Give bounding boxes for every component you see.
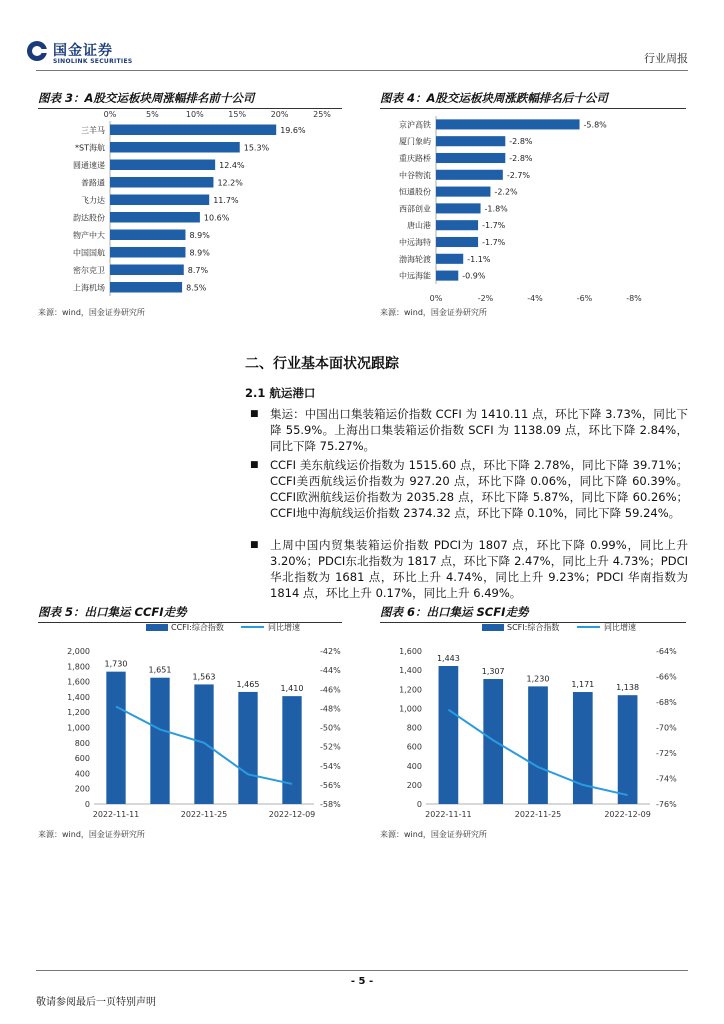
x-tick-label: 2022-11-25 — [514, 810, 562, 819]
data-label: -2.8% — [509, 154, 533, 163]
x-tick-label: 0% — [429, 294, 443, 303]
category-label: 密尔克卫 — [73, 265, 105, 275]
data-label: -1.7% — [482, 221, 506, 231]
x-tick-label: -6% — [576, 294, 593, 303]
y-left-tick-label: 600 — [74, 754, 90, 764]
report-type: 行业周报 — [644, 52, 688, 65]
data-label: -1.8% — [484, 204, 508, 214]
x-tick-label: 10% — [185, 110, 204, 119]
bar — [436, 237, 478, 247]
y-left-tick-label: 1,800 — [67, 662, 90, 672]
legend-bar-label: SCFI:综合指数 — [507, 623, 560, 632]
category-label: 韵达股份 — [73, 213, 105, 223]
data-label: 8.9% — [189, 248, 210, 258]
bar — [439, 666, 459, 804]
fig5-source: 来源：wind，国金证券研究所 — [38, 830, 145, 839]
data-label: 1,307 — [481, 667, 505, 677]
data-label: -0.9% — [462, 271, 486, 281]
bar — [436, 271, 458, 281]
category-label: 中远海特 — [399, 238, 431, 247]
bar — [483, 679, 503, 804]
bar — [110, 247, 185, 258]
y-left-tick-label: 800 — [406, 723, 422, 733]
x-tick-label: 2022-12-09 — [604, 810, 651, 819]
x-tick-label: 0% — [103, 110, 117, 119]
subsection-title: 2.1 航运港口 — [245, 386, 316, 400]
x-tick-label: 2022-11-11 — [425, 810, 472, 819]
data-label: 1,230 — [526, 674, 550, 684]
data-label: -1.7% — [482, 238, 506, 247]
header-rule — [36, 70, 688, 71]
category-label: 重庆路桥 — [399, 154, 431, 163]
category-label: 唐山港 — [407, 221, 431, 231]
bar — [110, 177, 213, 188]
category-label: 物产中大 — [73, 230, 105, 240]
category-label: 厦门象屿 — [399, 137, 431, 147]
data-label: 8.5% — [186, 283, 207, 293]
y-left-tick-label: 400 — [74, 769, 90, 779]
fig4-source: 来源：wind，国金证券研究所 — [380, 308, 487, 317]
data-label: 19.6% — [280, 125, 306, 135]
category-label: 中远海能 — [399, 271, 431, 281]
category-label: 西部创业 — [399, 204, 431, 214]
bar — [436, 136, 505, 146]
y-left-tick-label: 600 — [406, 742, 422, 752]
bullet-marker: ■ — [250, 540, 259, 550]
bar — [436, 119, 580, 129]
data-label: -5.8% — [583, 120, 607, 130]
data-label: 10.6% — [203, 213, 230, 223]
x-tick-label: -4% — [527, 294, 543, 303]
data-label: 1,443 — [436, 654, 460, 664]
bullet-marker: ■ — [250, 409, 259, 419]
y-left-tick-label: 200 — [406, 780, 422, 790]
x-tick-label: 2022-11-11 — [92, 810, 140, 819]
y-left-tick-label: 1,600 — [399, 647, 422, 656]
bar — [150, 678, 169, 804]
data-label: 1,730 — [104, 659, 128, 669]
page-number: - 5 - — [350, 976, 374, 987]
y-right-tick-label: -56% — [320, 780, 341, 790]
y-left-tick-label: 0 — [416, 800, 422, 809]
y-right-tick-label: -64% — [656, 647, 677, 656]
fig3-chart — [36, 107, 346, 302]
category-label: 普路通 — [81, 178, 105, 188]
y-right-tick-label: -68% — [656, 698, 677, 707]
bullet-text-3: 上周中国内贸集装箱运价指数 PDCI为 1807 点，环比下降 0.99%，同比上升 3.20%；PDCI东北指数为 1817 点，环比下降 2.47%，同比上升 4.73%；PDCI 华北指数为 1681 点，环比上升 4.74%，同比上升 9.23%；PDCI 华南指数为 1814 点，环比上升 0.17%，同比上升 6.49%。 — [270, 538, 688, 600]
category-label: 中国国航 — [73, 248, 105, 258]
bar — [436, 203, 481, 213]
bar — [238, 692, 257, 804]
footer-note: 敬请参阅最后一页特别声明 — [36, 997, 156, 1008]
logo-subtext: SINOLINK SECURITIES — [53, 58, 133, 65]
y-left-tick-label: 1,200 — [399, 685, 422, 695]
footer-rule — [36, 970, 688, 971]
y-left-tick-label: 400 — [406, 761, 422, 771]
bar — [282, 696, 301, 804]
logo-text: 国金证券 — [53, 43, 113, 59]
bar — [436, 153, 505, 163]
data-label: -1.1% — [467, 254, 491, 264]
x-tick-label: 2022-11-25 — [180, 810, 228, 819]
fig3-source: 来源：wind，国金证券研究所 — [38, 308, 145, 317]
data-label: 12.2% — [217, 178, 243, 188]
y-right-tick-label: -70% — [656, 723, 677, 733]
section-title: 二、行业基本面状况跟踪 — [245, 356, 399, 372]
data-label: 1,138 — [616, 683, 640, 693]
y-left-tick-label: 1,200 — [67, 708, 90, 718]
bar — [528, 686, 548, 804]
y-left-tick-label: 1,400 — [399, 666, 422, 676]
y-right-tick-label: -52% — [320, 742, 341, 752]
x-tick-label: 2022-12-09 — [268, 810, 316, 819]
y-right-tick-label: -48% — [320, 704, 341, 714]
data-label: 1,465 — [236, 679, 260, 689]
x-tick-label: -8% — [626, 294, 642, 303]
y-left-tick-label: 1,000 — [399, 704, 422, 714]
data-label: 11.7% — [213, 195, 239, 205]
legend-bar-swatch — [146, 624, 168, 631]
y-right-tick-label: -44% — [320, 666, 341, 676]
y-right-tick-label: -72% — [656, 749, 677, 758]
y-right-tick-label: -66% — [656, 672, 677, 682]
legend-line-label: 同比增速 — [604, 623, 636, 632]
y-left-tick-label: 200 — [74, 784, 90, 794]
y-right-tick-label: -74% — [656, 774, 677, 784]
x-tick-label: 5% — [146, 110, 159, 119]
y-right-tick-label: -50% — [320, 723, 341, 733]
bar — [436, 187, 490, 197]
data-label: 1,563 — [192, 672, 216, 682]
fig4-title: 图表 4：A股交运板块周涨跌幅排名后十公司 — [380, 90, 686, 109]
x-tick-label: 15% — [228, 110, 247, 119]
y-right-tick-label: -42% — [320, 647, 341, 656]
category-label: 飞力达 — [81, 195, 105, 205]
fig6-source: 来源：wind，国金证券研究所 — [380, 830, 487, 839]
bar — [110, 282, 182, 293]
category-label: 圆通速递 — [73, 160, 105, 170]
legend-bar-label: CCFI:综合指数 — [171, 623, 224, 632]
bar — [436, 220, 478, 230]
data-label: 8.9% — [189, 230, 210, 240]
x-tick-label: -2% — [477, 294, 494, 303]
y-right-tick-label: -54% — [320, 761, 341, 771]
fig3-title: 图表 3：A股交运板块周涨幅排名前十公司 — [38, 90, 342, 109]
data-label: -2.7% — [506, 170, 531, 180]
data-label: 1,651 — [148, 665, 172, 675]
legend-line-label: 同比增速 — [268, 623, 300, 632]
data-label: 8.7% — [187, 265, 209, 275]
fig5-title: 图表 5：出口集运 CCFI走势 — [38, 604, 342, 623]
fig6-chart — [378, 620, 688, 825]
bar — [194, 684, 213, 804]
bar — [110, 212, 200, 223]
bar — [436, 254, 463, 264]
bar — [106, 672, 125, 804]
category-label: 渤海轮渡 — [399, 254, 431, 264]
category-label: 京沪高铁 — [399, 120, 431, 130]
category-label: 恒通股份 — [399, 187, 431, 197]
y-left-tick-label: 800 — [74, 738, 90, 748]
data-label: 12.4% — [219, 160, 245, 170]
data-label: 1,171 — [571, 680, 595, 690]
y-right-tick-label: -76% — [656, 800, 677, 809]
bar — [110, 195, 209, 206]
bullet-text-2: CCFI 美东航线运价指数为 1515.60 点，环比下降 2.78%，同比下降 39.71%；CCFI美西航线运价指数为 927.20 点，环比下降 0.06%，同比下降 60.39%。CCFI欧洲航线运价指数为 2035.28 点，环比下降 5.87%，同比下降 60.26%；CCFI地中海航线运价指数 2374.32 点，环比下降 0.10%，同比下降 59.24%。 — [270, 458, 688, 520]
bar — [110, 265, 184, 276]
y-left-tick-label: 0 — [84, 800, 90, 809]
y-left-tick-label: 1,000 — [67, 723, 90, 733]
bar — [618, 695, 638, 804]
fig4-chart — [378, 112, 688, 304]
fig5-chart — [36, 620, 346, 825]
y-left-tick-label: 2,000 — [67, 647, 90, 656]
y-right-tick-label: -58% — [320, 800, 341, 809]
fig6-title: 图表 6：出口集运 SCFI走势 — [380, 604, 686, 623]
y-left-tick-label: 1,400 — [67, 692, 90, 702]
data-label: -2.8% — [509, 137, 533, 147]
category-label: *ST海航 — [75, 143, 105, 153]
x-tick-label: 20% — [270, 110, 289, 119]
bar — [110, 160, 215, 171]
logo-icon — [26, 40, 48, 62]
data-label: 15.3% — [243, 143, 270, 153]
bullet-text-1: 集运：中国出口集装箱运价指数 CCFI 为 1410.11 点，环比下降 3.73%，同比下降 55.9%。上海出口集装箱运价指数 SCFI 为 1138.09 点，环比下降 2.84%，同比下降 75.27%。 — [270, 407, 688, 453]
bullet-marker: ■ — [250, 460, 259, 470]
legend-bar-swatch — [482, 624, 504, 631]
bar — [110, 230, 185, 241]
y-right-tick-label: -46% — [320, 685, 341, 695]
category-label: 三羊马 — [81, 125, 105, 135]
category-label: 上海机场 — [73, 283, 105, 293]
x-tick-label: 25% — [313, 110, 331, 119]
data-label: -2.2% — [494, 187, 518, 197]
data-label: 1,410 — [280, 684, 304, 694]
y-left-tick-label: 1,600 — [67, 677, 90, 687]
bar — [110, 142, 240, 153]
category-label: 中谷物流 — [399, 170, 431, 180]
bar — [110, 125, 276, 136]
bar — [436, 170, 503, 180]
